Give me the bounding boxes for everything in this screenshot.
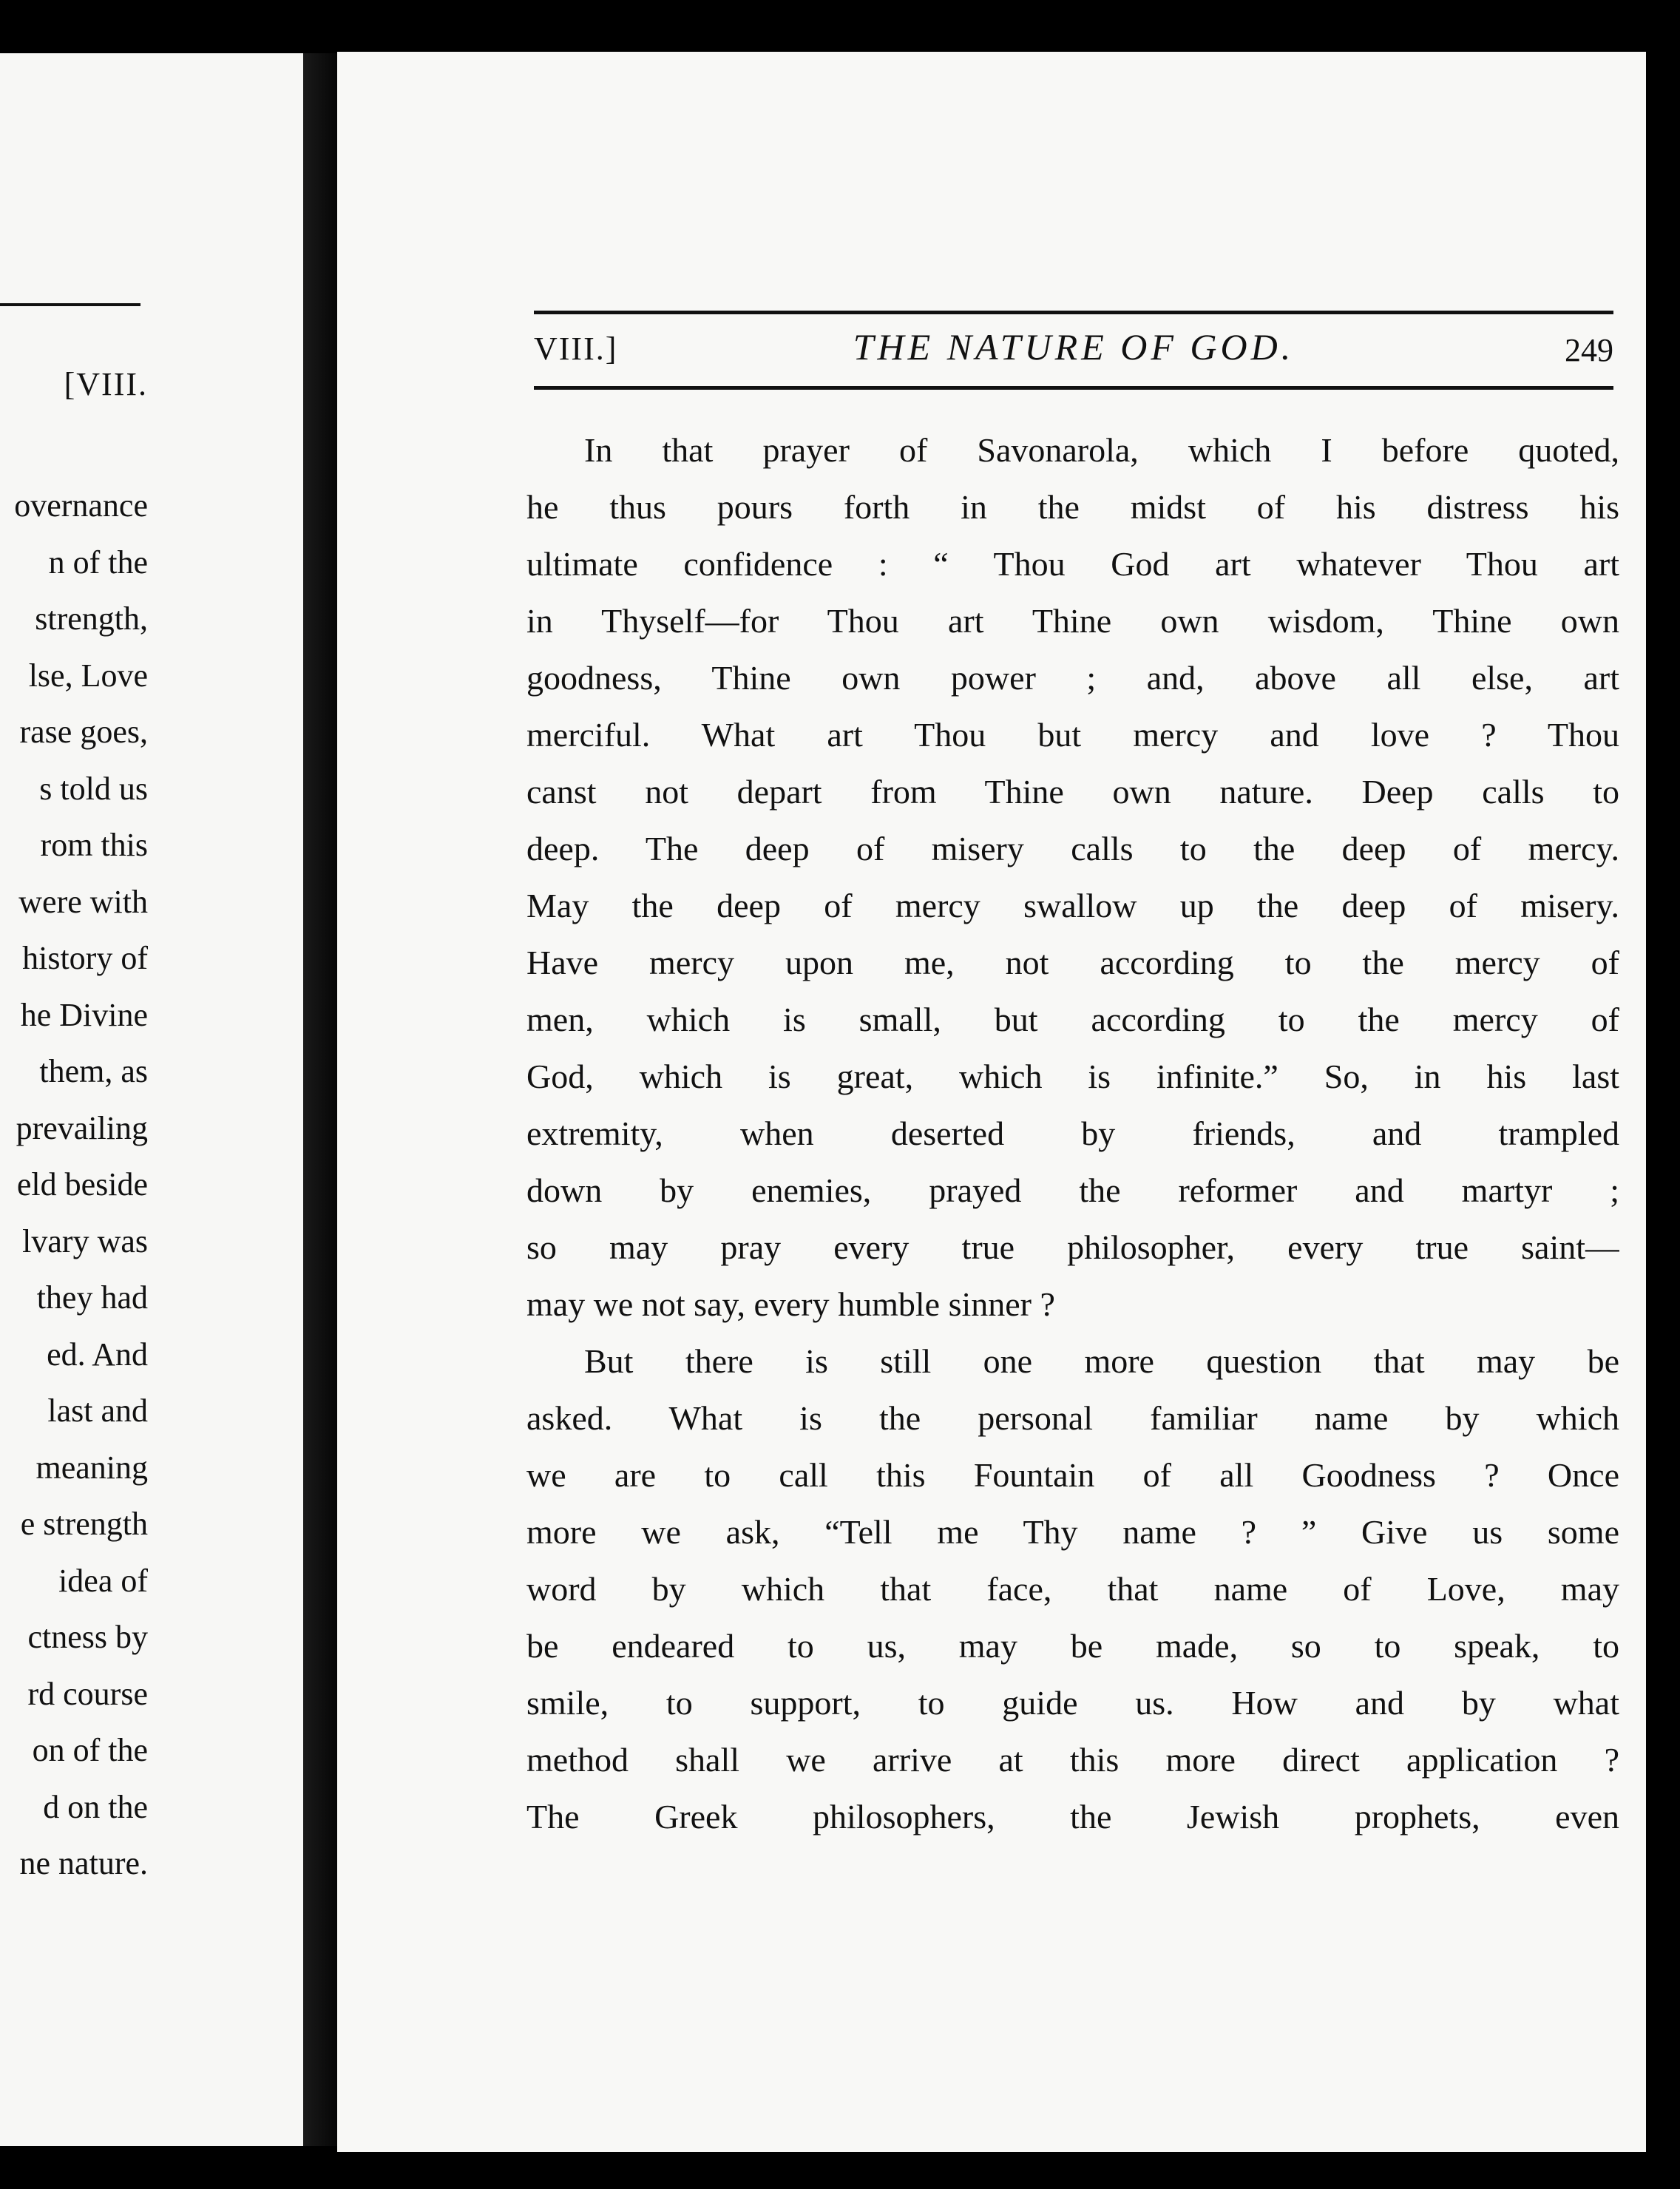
- text-line: may we not say, every humble sinner ?: [526, 1285, 1055, 1323]
- left-page-text: [0, 478, 148, 1892]
- text-line: deep. The deep of misery calls to the deep of mercy.: [526, 830, 1619, 867]
- left-text-line: them, as: [39, 1053, 148, 1089]
- left-text-line: idea of: [58, 1562, 148, 1599]
- previous-page-fragment: [0, 53, 303, 2146]
- text-line: we are to call this Fountain of all Goodness ? Once: [526, 1456, 1619, 1494]
- book-gutter: [303, 53, 339, 2146]
- text-line: be endeared to us, may be made, so to speak, to: [526, 1627, 1619, 1665]
- page-249: [337, 52, 1646, 2152]
- text-line: so may pray every true philosopher, every true saint—: [526, 1228, 1619, 1266]
- left-text-line: ctness by: [27, 1619, 148, 1655]
- left-text-line: d on the: [43, 1788, 148, 1825]
- left-text-line: prevailing: [16, 1109, 148, 1146]
- left-text-line: rd course: [27, 1675, 148, 1712]
- chapter-reference: VIII.]: [534, 331, 618, 367]
- text-line: asked. What is the personal familiar name by which: [526, 1399, 1619, 1437]
- left-text-line: s told us: [39, 770, 148, 807]
- left-text-line: meaning: [35, 1449, 148, 1486]
- header-rule-bottom: [534, 386, 1613, 390]
- left-text-line: on of the: [32, 1732, 148, 1768]
- left-text-line: lvary was: [22, 1222, 148, 1259]
- header-rule-top: [534, 311, 1613, 314]
- text-line: in Thyself—for Thou art Thine own wisdom, Thine own: [526, 602, 1619, 640]
- text-line: goodness, Thine own power ; and, above all else, art: [526, 659, 1619, 697]
- left-running-head: [VIII.: [64, 366, 148, 402]
- left-text-line: last and: [47, 1393, 148, 1429]
- text-line: extremity, when deserted by friends, and trampled: [526, 1114, 1619, 1152]
- left-text-line: were with: [18, 883, 148, 920]
- text-line: method shall we arrive at this more direct application ?: [526, 1741, 1619, 1779]
- text-line: In that prayer of Savonarola, which I before quoted,: [584, 431, 1619, 469]
- running-head: [534, 325, 1613, 385]
- left-text-line: lse, Love: [28, 657, 148, 694]
- text-line: canst not depart from Thine own nature. Deep calls to: [526, 773, 1619, 811]
- left-text-line: ne nature.: [19, 1845, 148, 1881]
- left-text-line: rom this: [40, 827, 148, 863]
- text-line: smile, to support, to guide us. How and by what: [526, 1684, 1619, 1722]
- text-line: more we ask, “Tell me Thy name ? ” Give us some: [526, 1513, 1619, 1551]
- left-text-line: they had: [36, 1279, 148, 1316]
- text-line: he thus pours forth in the midst of his distress his: [526, 488, 1619, 526]
- text-line: The Greek philosophers, the Jewish prophets, even: [526, 1798, 1619, 1836]
- text-line: ultimate confidence : “ Thou God art whatever Thou art: [526, 545, 1619, 583]
- left-text-line: eld beside: [16, 1166, 148, 1202]
- left-text-line: rase goes,: [19, 714, 148, 750]
- left-text-line: overnance: [14, 487, 148, 524]
- text-line: God, which is great, which is infinite.” So, in his last: [526, 1058, 1619, 1095]
- left-text-line: he Divine: [20, 996, 148, 1033]
- page-number: 249: [1565, 332, 1613, 368]
- text-line: down by enemies, prayed the reformer and martyr ;: [526, 1171, 1619, 1209]
- text-line: Have mercy upon me, not according to the mercy of: [526, 944, 1619, 981]
- left-header-rule: [0, 303, 140, 306]
- text-line: men, which is small, but according to the mercy of: [526, 1001, 1619, 1038]
- page-body: [526, 422, 1619, 1845]
- left-text-line: ed. And: [47, 1336, 148, 1373]
- text-line: word by which that face, that name of Love, may: [526, 1570, 1619, 1608]
- left-text-line: n of the: [48, 544, 148, 581]
- text-line: May the deep of mercy swallow up the deep of misery.: [526, 887, 1619, 924]
- running-title: THE NATURE OF GOD.: [853, 326, 1295, 368]
- left-text-line: history of: [22, 940, 148, 976]
- text-line: merciful. What art Thou but mercy and love ? Thou: [526, 716, 1619, 754]
- left-text-line: e strength: [20, 1506, 148, 1542]
- left-text-line: strength,: [35, 600, 148, 637]
- text-line: But there is still one more question that may be: [584, 1342, 1619, 1380]
